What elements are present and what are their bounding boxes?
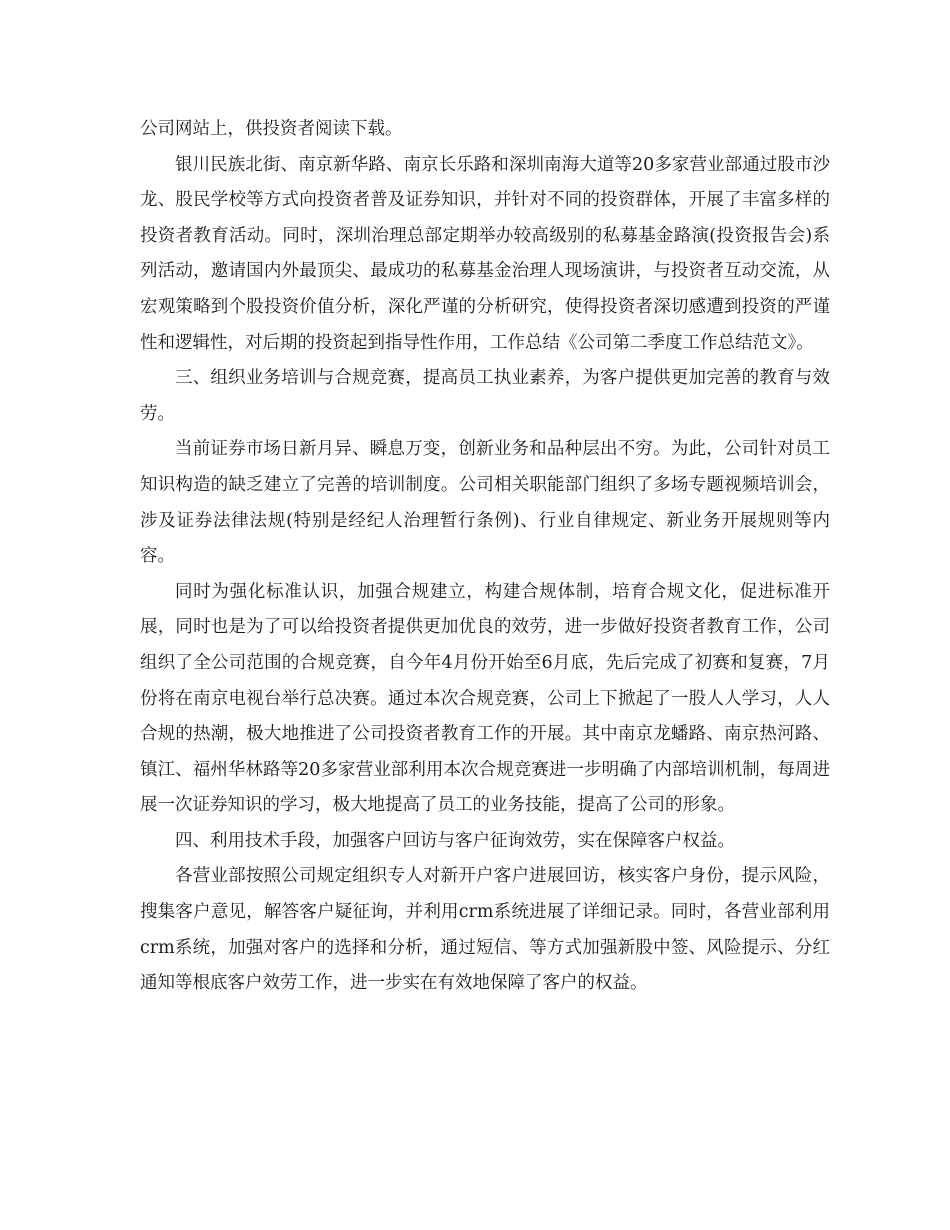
section-heading-technology: 四、利用技术手段，加强客户回访与客户征询效劳，实在保障客户权益。 (175, 830, 735, 851)
paragraph-branch-education: 银川民族北街、南京新华路、南京长乐路和深圳南海大道等20多家营业部通过股市沙龙、股民学校等方式向投资者普及证券知识，并针对不同的投资群体，开展了丰富多样的投资者教育活动。同时，深圳治理总部定期举办较高级别的私募基金路演(投资报告会)系列活动，邀请国内外最顶尖、最成功的私募基金治理人现场演讲，与投资者互动交流，从宏观策略到个股投资价值分析，深化严谨的分析研究，使得投资者深切感遭到投资的严谨性和逻辑性，对后期的投资起到指导性作用，工作总结《公司第二季度工作总结范文》。 (140, 154, 830, 353)
paragraph-website-download: 公司网站上，供投资者阅读下载。 (140, 119, 403, 139)
document-body (140, 112, 830, 1002)
paragraph-compliance-contest: 同时为强化标准认识，加强合规建立，构建合规体制，培育合规文化，促进标准开展，同时也是为了可以给投资者提供更加优良的效劳，进一步做好投资者教育工作，公司组织了全公司范围的合规竞赛，自今年4月份开始至6月底，先后完成了初赛和复赛，7月份将在南京电视台举行总决赛。通过本次合规竞赛，公司上下掀起了一股人人学习，人人合规的热潮，极大地推进了公司投资者教育工作的开展。其中南京龙蟠路、南京热河路、镇江、福州华林路等20多家营业部利用本次合规竞赛进一步明确了内部培训机制，每周进展一次证券知识的学习，极大地提高了员工的业务技能，提高了公司的形象。 (140, 581, 830, 816)
paragraph-training-system: 当前证券市场日新月异、瞬息万变，创新业务和品种层出不穷。为此，公司针对员工知识构造的缺乏建立了完善的培训制度。公司相关职能部门组织了多场专题视频培训会，涉及证券法律法规(特别是经纪人治理暂行条例)、行业自律规定、新业务开展规则等内容。 (140, 439, 830, 567)
section-heading-training: 三、组织业务培训与合规竞赛，提高员工执业素养，为客户提供更加完善的教育与效劳。 (140, 368, 830, 424)
paragraph-client-followup: 各营业部按照公司规定组织专人对新开户客户进展回访，核实客户身份，提示风险，搜集客户意见，解答客户疑征询，并利用crm系统进展了详细记录。同时，各营业部利用crm系统，加强对客户的选择和分析，通过短信、等方式加强新股中签、风险提示、分红通知等根底客户效劳工作，进一步实在有效地保障了客户的权益。 (140, 866, 830, 994)
